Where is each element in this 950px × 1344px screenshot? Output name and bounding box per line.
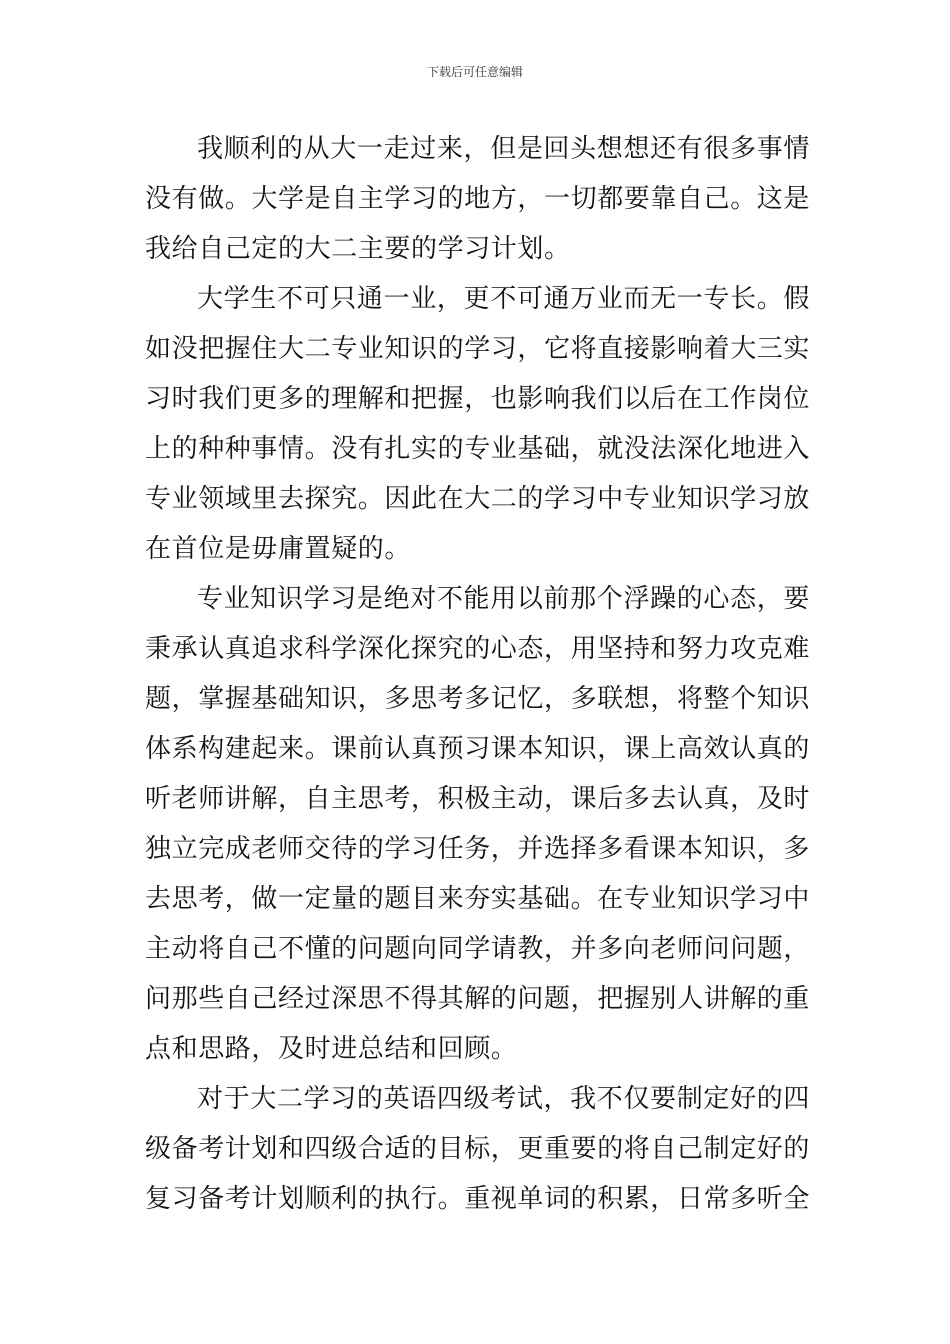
page-header: 下载后可任意编辑 bbox=[426, 65, 523, 79]
document-body bbox=[145, 124, 810, 1224]
paragraph-1: 我顺利的从大一走过来，但是回头想想还有很多事情没有做。大学是自主学习的地方，一切都要靠自己。这是我给自己定的大二主要的学习计划。 bbox=[145, 134, 811, 264]
paragraph-4: 对于大二学习的英语四级考试，我不仅要制定好的四级备考计划和四级合适的目标，更重要的将自己制定好的复习备考计划顺利的执行。重视单词的积累，日常多听全 bbox=[145, 1084, 811, 1214]
paragraph-2: 大学生不可只通一业，更不可通万业而无一专长。假如没把握住大二专业知识的学习，它将直接影响着大三实习时我们更多的理解和把握，也影响我们以后在工作岗位上的种种事情。没有扎实的专业基础，就没法深化地进入专业领域里去探究。因此在大二的学习中专业知识学习放在首位是毋庸置疑的。 bbox=[145, 284, 811, 564]
paragraph-3: 专业知识学习是绝对不能用以前那个浮躁的心态，要秉承认真追求科学深化探究的心态，用坚持和努力攻克难题，掌握基础知识，多思考多记忆，多联想，将整个知识体系构建起来。课前认真预习课本知识，课上高效认真的听老师讲解，自主思考，积极主动，课后多去认真，及时独立完成老师交待的学习任务，并选择多看课本知识，多去思考，做一定量的题目来夯实基础。在专业知识学习中主动将自己不懂的问题向同学请教，并多向老师问问题，问那些自己经过深思不得其解的问题，把握别人讲解的重点和思路，及时进总结和回顾。 bbox=[145, 584, 811, 1064]
